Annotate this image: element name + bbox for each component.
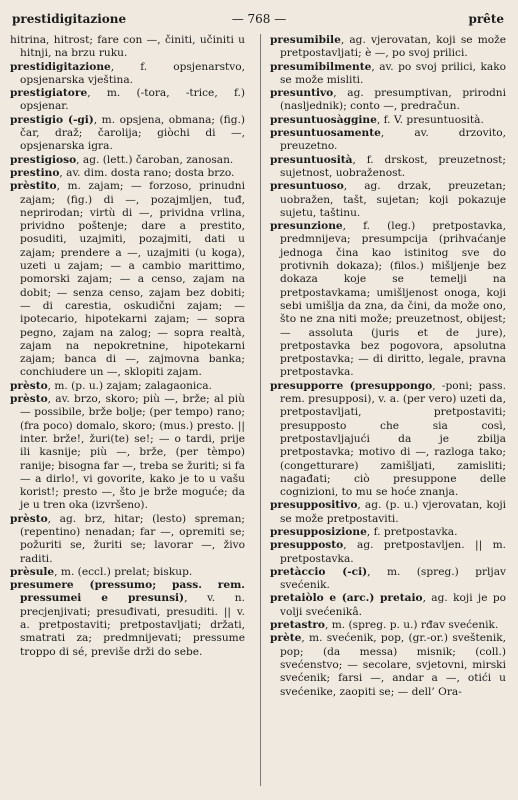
- headword: prèsto: [10, 393, 48, 406]
- headword: presupposizione: [270, 525, 367, 538]
- headword: prèstito: [10, 180, 57, 193]
- headword: presunzione: [270, 220, 343, 233]
- headword: presuntuosamente: [270, 127, 381, 140]
- entry: presuntuosàggine, f. V. presuntuosità.: [270, 113, 484, 126]
- headword: presuppositivo: [270, 499, 358, 512]
- column-divider: [260, 34, 261, 786]
- headword: prète: [270, 632, 302, 645]
- entry: presuntuosamente, av. drzovito, preuzetno.: [270, 127, 506, 153]
- entry: presupposizione, f. pretpostavka.: [270, 525, 458, 538]
- entry: presupporre (presuppongo, -poni; pass. rem. presupposi), v. a. (per vero) uzeti da, pretpostavljati, pretpostaviti; presupposto che sia così, pretpostavljajući da je zbilja pretpostavka; motivo di —, razloga tako; (congetturare) zamišljati, zamisliti; nagađati; ciò presuppone delle cognizioni, to mu se hoće znanja.: [270, 379, 506, 499]
- entry: presuntivo, ag. presumptivan, prirodni (nasljednik); conto —, predračun.: [270, 87, 506, 113]
- entry: presumibilmente, av. po svoj prilici, kako se može misliti.: [270, 60, 506, 86]
- headword: prèsule: [10, 565, 55, 578]
- entry: prestidigitazione, f. opsjenarstvo, opsjenarska vještina.: [10, 60, 245, 86]
- headword: presupporre (presuppongo: [270, 379, 433, 392]
- entry: presupposto, ag. pretpostavljen. || m. pretpostavka.: [270, 539, 506, 565]
- entry: presunzione, f. (leg.) pretpostavka, predmnijeva; presumpcija (prihvaćanje jednoga čina kao istinitog sve do protivnih dokaza); (filos.) mišljenje bez dokaza koje se temelji na pretpostavkama; umišljenost onoga, koji sebi umišlja da zna, da čini, da može ono, što ne zna niti može; preuzetnost, obijest; — assoluta (juris et de jure), pretpostavka bez pogovora, apsolutna pretpostavka; — di diritto, legale, pravna pretpostavka.: [270, 220, 506, 379]
- headword: prestino: [10, 166, 60, 179]
- header-left-guide-word: prestidigitazione: [12, 12, 127, 26]
- headword: presumibilmente: [270, 60, 372, 73]
- entry: prestino, av. dim. dosta rano; dosta brzo.: [10, 166, 235, 179]
- entry: prèstito, m. zajam; — forzoso, prinudni zajam; (fig.) di —, pozajmljen, tuđ, neprirodan; virtù di —, prividna vrlina, prividno poštenje; dare a prestito, posuditi, uzajmiti, pozajmiti, dati u zajam; prendere a —, uzajmiti (u koga), uzeti u zajam; — a cambio marittimo, pomorski zajam; — a censo, zajam na dobit; — senza censo, zajam bez dobiti; — di carestia, oskudični zajam; — ipotecario, hipotekarni zajam; — sopra pegno, zajam na zalog; — sopra realtà, zajam na nepokretnine, hipotekarni zajam; banca di —, zajmovna banka; conchiudere un —, sklopiti zajam.: [10, 180, 245, 379]
- entry: presumibile, ag. vjerovatan, koji se može pretpostavljati; è —, po svoj prilici.: [270, 34, 506, 60]
- headword: prestigioso: [10, 153, 77, 166]
- page-header: [10, 12, 508, 28]
- entry: prèsto, m. (p. u.) zajam; zalagaonica.: [10, 379, 212, 392]
- headword: prestigiatore: [10, 87, 88, 100]
- right-column: [270, 34, 506, 699]
- entry: presuppositivo, ag. (p. u.) vjerovatan, koji se može pretpostaviti.: [270, 499, 506, 525]
- headword: presumibile: [270, 34, 341, 46]
- headword: prestigio (-gi): [10, 113, 94, 126]
- entry: prestigioso, ag. (lett.) čaroban, zanosan.: [10, 153, 234, 166]
- entry: presuntuoso, ag. drzak, preuzetan; uobražen, tašt, sujetan; koji pokazuje sujetu, taštinu.: [270, 180, 506, 219]
- entry: prète, m. svećenik, pop, (gr.-or.) sveštenik, pop; (da messa) misnik; (coll.) svećenstvo; — secolare, svjetovni, mirski svećenik; farsi —, andar a —, otići u svećenike, zaopiti se; — dell’ Ora-: [270, 632, 506, 698]
- entry: prestigio (-gi), m. opsjena, obmana; (fig.) čar, draž; čarolija; giòchi di —, opsjenarska igra.: [10, 113, 245, 153]
- headword: presuntuosità: [270, 153, 353, 166]
- entry: presuntuosità, f. drskost, preuzetnost; sujetnost, uobraženost.: [270, 153, 506, 179]
- left-column: [10, 34, 245, 659]
- entry: presumere (pressumo; pass. rem. pressumei e presunsi), v. n. precjenjivati; presuđivati, presuditi. || v. a. pretpostaviti; pretpostavljati; držati, smatrati za; predmnijevati; pressume troppo di sé, previše drži do sebe.: [10, 579, 245, 658]
- header-right-guide-word: prête: [468, 12, 504, 26]
- entry: prèsto, av. brzo, skoro; più —, brže; al più — possibile, brže bolje; (per tempo) rano; (fra poco) domalo, skoro; (mus.) presto. || inter. brže!, žuri(te) se!; — o tardi, prije ili kasnije; più —, brže, (per tèmpo) ranije; bisogna far —, treba se žuriti; si fa — a dirlo!, vi govorite, kako je to u vašu korist!; presto —, što je brže moguće; da je u tren oka (izvršeno).: [10, 393, 245, 512]
- headword: presumere (pressumo; pass. rem. pressumei e presunsi): [10, 579, 245, 605]
- headword: pretaiòlo e (arc.) pretaio: [270, 592, 423, 605]
- headword: presuntuosàggine: [270, 113, 377, 126]
- entry: prèsto, ag. brz, hitar; (lesto) spreman; (repentino) nenadan; far —, opremiti se; požuriti se, žuriti se; lavorar —, živo raditi.: [10, 512, 245, 565]
- entry: pretaiòlo e (arc.) pretaio, ag. koji je po volji svećenikâ.: [270, 592, 506, 618]
- page-number: — 768 —: [231, 12, 287, 26]
- headword: presupposto: [270, 539, 344, 552]
- entry: prestigiatore, m. (-tora, -trice, f.) opsjenar.: [10, 87, 245, 113]
- entry: hitrina, hitrost; fare con —, činiti, učiniti u hitnji, na brzu ruku.: [10, 34, 245, 60]
- headword: presuntuoso: [270, 180, 344, 193]
- headword: prèsto: [10, 379, 48, 392]
- headword: pretastro: [270, 619, 325, 632]
- headword: prestidigitazione: [10, 60, 111, 73]
- headword: presuntivo: [270, 87, 334, 100]
- headword: prèsto: [10, 512, 48, 525]
- entry: pretàccio (-ci), m. (spreg.) prljav svećenik.: [270, 565, 507, 592]
- entry: pretastro, m. (spreg. p. u.) rđav svećenik.: [270, 619, 499, 632]
- headword: pretàccio (-ci): [270, 565, 368, 578]
- entry: prèsule, m. (eccl.) prelat; biskup.: [10, 565, 193, 578]
